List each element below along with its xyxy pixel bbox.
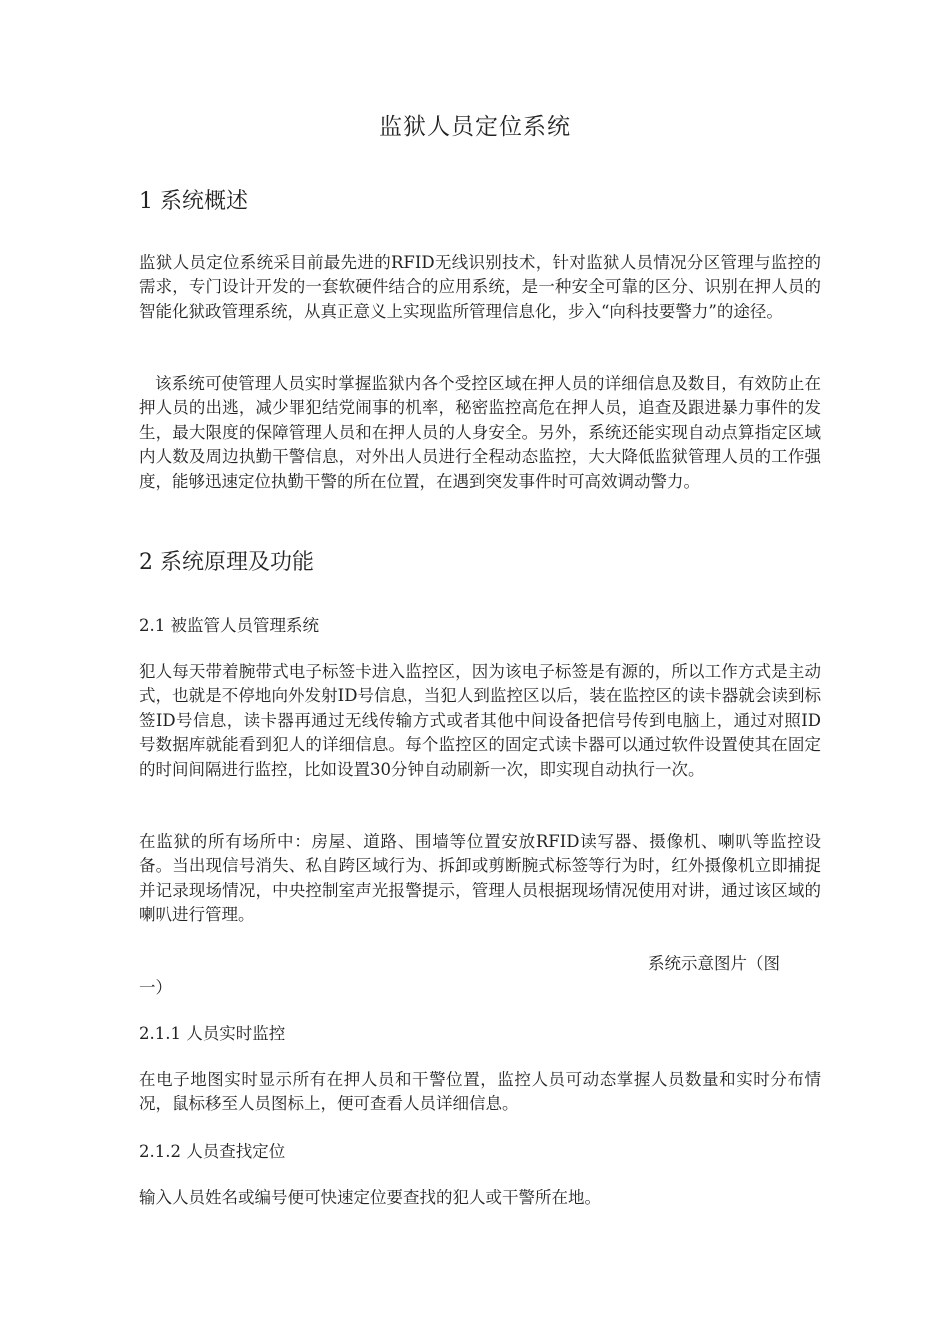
overview-paragraph-2: 该系统可使管理人员实时掌握监狱内各个受控区域在押人员的详细信息及数目，有效防止在押人员的出逃，减少罪犯结党闹事的机率，秘密监控高危在押人员，追查及跟进暴力事件的发生，最大限度的保障管理人员和在押人员的人身安全。另外，系统还能实现自动点算指定区域内人数及周边执勤干警信息，对外出人员进行全程动态监控，大大降低监狱管理人员的工作强度，能够迅速定位执勤干警的所在位置，在遇到突发事件时可高效调动警力。 (139, 374, 821, 491)
overview-paragraph-1: 监狱人员定位系统采目前最先进的RFID无线识别技术，针对监狱人员情况分区管理与监控的需求，专门设计开发的一套软硬件结合的应用系统，是一种安全可靠的区分、识别在押人员的智能化狱政管理系统，从真正意义上实现监所管理信息化，步入“向科技要警力”的途径。 (139, 253, 821, 321)
subsection-2-1-2-paragraph: 输入人员姓名或编号便可快速定位要查找的犯人或干警所在地。 (139, 1188, 601, 1207)
figure-caption-line-1: 系统示意图片（图 (648, 954, 780, 973)
subsection-heading-2-1-1: 2.1.1 人员实时监控 (139, 1024, 286, 1043)
figure-caption-line-2: 一） (139, 978, 172, 997)
document-title: 监狱人员定位系统 (379, 114, 571, 140)
subsection-2-1-paragraph-1: 犯人每天带着腕带式电子标签卡进入监控区，因为该电子标签是有源的，所以工作方式是主动式，也就是不停地向外发射ID号信息，当犯人到监控区以后，装在监控区的读卡器就会读到标签ID号信息，读卡器再通过无线传输方式或者其他中间设备把信号传到电脑上，通过对照ID号数据库就能看到犯人的详细信息。每个监控区的固定式读卡器可以通过软件设置使其在固定的时间间隔进行监控，比如设置30分钟自动刷新一次，即实现自动执行一次。 (139, 662, 821, 779)
subsection-heading-2-1: 2.1 被监管人员管理系统 (139, 616, 319, 635)
section-heading-principles: 2 系统原理及功能 (139, 550, 314, 575)
subsection-heading-2-1-2: 2.1.2 人员查找定位 (139, 1142, 286, 1161)
subsection-2-1-paragraph-2: 在监狱的所有场所中：房屋、道路、围墙等位置安放RFID读写器、摄像机、喇叭等监控设备。当出现信号消失、私自跨区域行为、拆卸或剪断腕式标签等行为时，红外摄像机立即捕捉并记录现场情况，中央控制室声光报警提示，管理人员根据现场情况使用对讲，通过该区域的喇叭进行管理。 (139, 832, 821, 925)
subsection-2-1-1-paragraph: 在电子地图实时显示所有在押人员和干警位置，监控人员可动态掌握人员数量和实时分布情况，鼠标移至人员图标上，便可查看人员详细信息。 (139, 1070, 821, 1114)
section-heading-overview: 1 系统概述 (139, 189, 248, 214)
